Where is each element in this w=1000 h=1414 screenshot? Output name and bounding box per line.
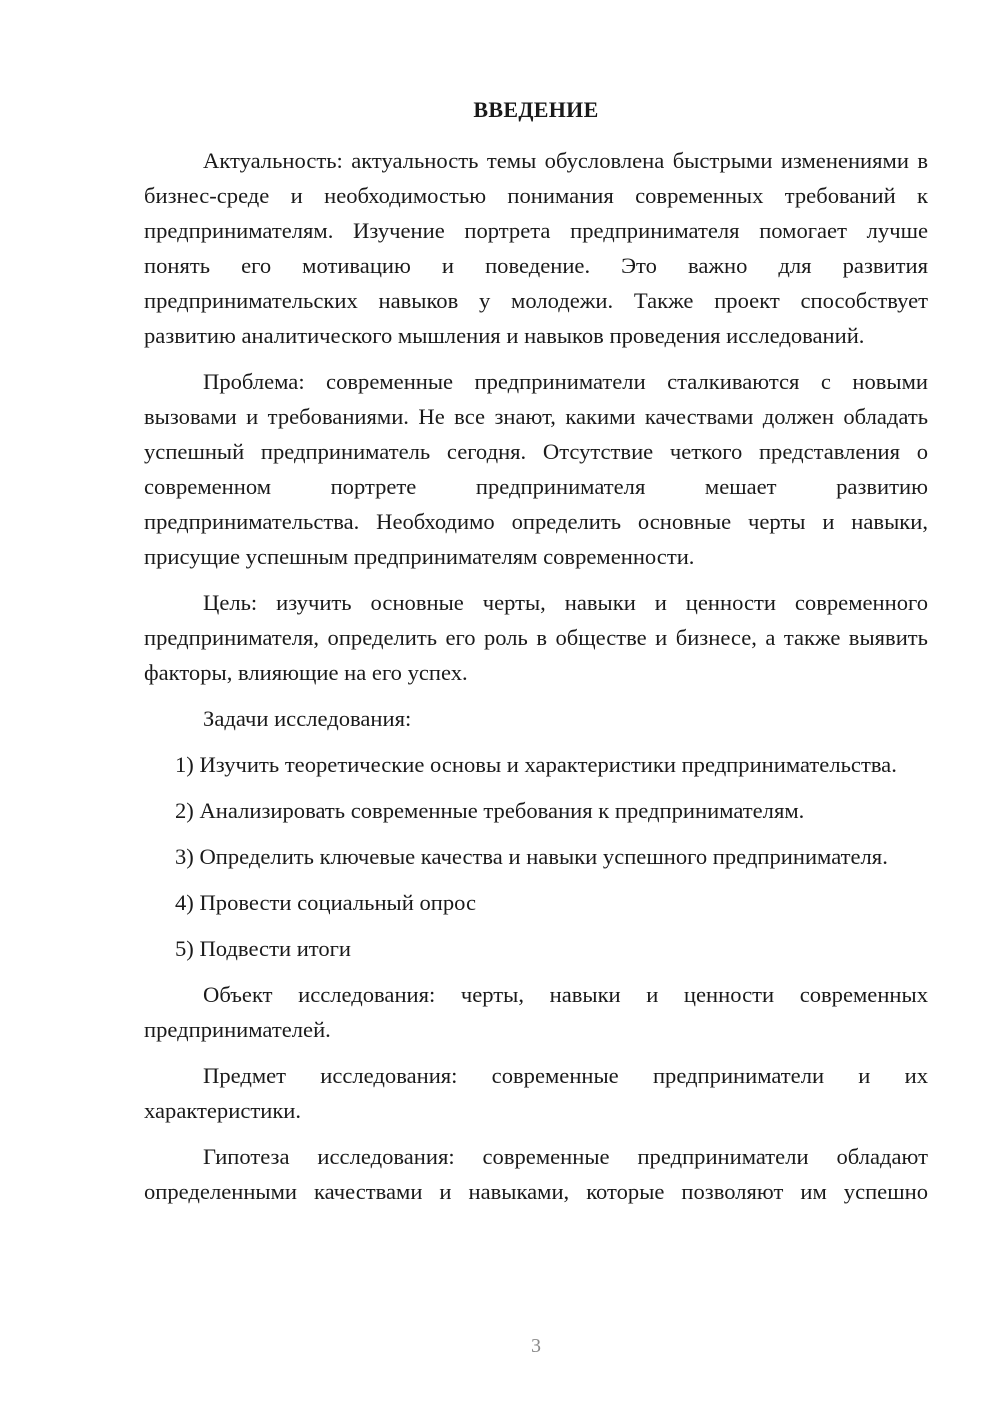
paragraph-relevance: Актуальность: актуальность темы обусловлена быстрыми изменениями в бизнес-среде и необходимостью понимания современных требований к предпринимателям. Изучение портрета предпринимателя помогает лучше понять его мотивацию и поведение. Это важно для развития предпринимательских навыков у молодежи. Также проект способствует развитию аналитического мышления и навыков проведения исследований. [144,148,928,348]
task-item: 5) Подвести итоги [175,936,352,961]
task-item: 2) Анализировать современные требования к предпринимателям. [175,798,805,823]
task-item: 3) Определить ключевые качества и навыки успешного предпринимателя. [175,844,888,869]
paragraph-subject: Предмет исследования: современные предприниматели и их характеристики. [144,1063,928,1123]
paragraph-hypothesis: Гипотеза исследования: современные предприниматели обладают определенными качествами и навыками, которые позволяют им успешно [144,1144,928,1204]
paragraph-problem: Проблема: современные предприниматели сталкиваются с новыми вызовами и требованиями. Не все знают, какими качествами должен обладать успешный предприниматель сегодня. Отсутствие четкого представления о современном портрете предпринимателя мешает развитию предпринимательства. Необходимо определить основные черты и навыки, присущие успешным предпринимателям современности. [144,369,928,569]
page-number: 3 [531,1335,541,1357]
paragraph-object: Объект исследования: черты, навыки и ценности современных предпринимателей. [144,982,928,1042]
document-body [144,143,928,1220]
task-item: 4) Провести социальный опрос [175,890,477,915]
tasks-heading: Задачи исследования: [203,706,412,731]
task-item: 1) Изучить теоретические основы и характеристики предпринимательства. [175,752,897,777]
page-title: ВВЕДЕНИЕ [473,97,599,122]
paragraph-goal: Цель: изучить основные черты, навыки и ценности современного предпринимателя, определить его роль в обществе и бизнесе, а также выявить факторы, влияющие на его успех. [144,590,928,685]
